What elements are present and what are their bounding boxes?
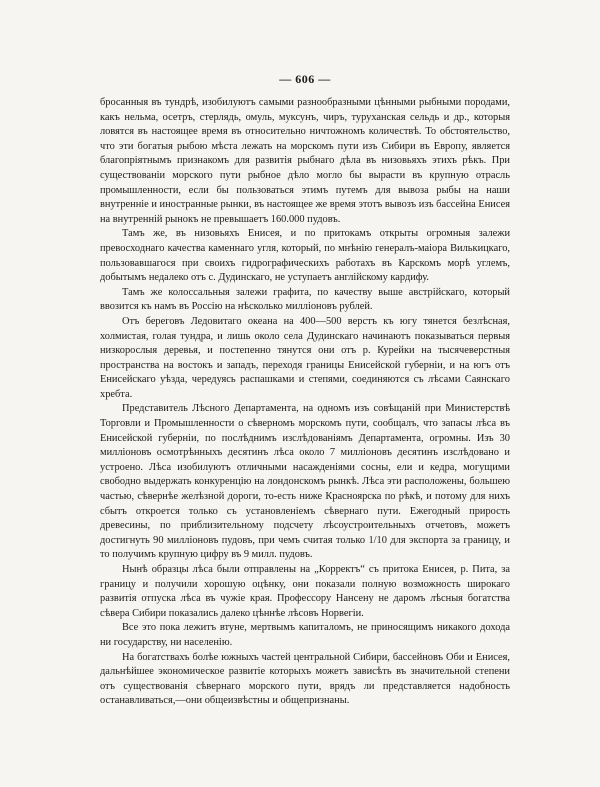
paragraph-graphite: Тамъ же колоссальныя залежи графита, по качеству выше австрійскаго, который ввозится къ намъ въ Россію на нѣсколько милліоновъ рублей. — [100, 286, 510, 313]
page-number: — 606 — — [279, 72, 331, 86]
paragraph-forest-department: Представитель Лѣсного Департамента, на одномъ изъ совѣщаній при Министерствѣ Торговли и Промышленности о сѣверномъ морскомъ пути, сообщалъ, что запасы лѣса въ Енисейской губерніи, по послѣднимъ изслѣдованіямъ Департамента, огромны. Изъ 30 милліоновъ осмотрѣнныхъ десятинъ лѣса около 7 милліоновъ десятинъ изслѣдовано и устроено. Лѣса изобилуютъ отличными насажденіями сосны, ели и кедра, могущими свободно выдержать конкуренцію на лондонскомъ рынкѣ. Лѣса эти расположены, большею частью, сѣвернѣе желѣзной дороги, то-есть ниже Красноярска по рѣкѣ, и потому для нихъ сбытъ откроется только съ установленіемъ сѣвернаго пути. Ежегодный прирость древесины, по приблизительному подсчету лѣсоустроительныхъ отчетовъ, можетъ достигнуть 90 милліоновъ пудовъ, при чемъ считая только 1/10 для экспорта за границу, и то получимъ крупную цифру въ 9 милл. пудовъ. — [100, 403, 510, 561]
paragraph-tundra: Отъ береговъ Ледовитаго океана на 400—500 верстъ къ югу тянется безлѣсная, холмистая, голая тундра, и лишь около села Дудинскаго начинаютъ показываться первыя низкорослыя деревья, и постепенно тянутся они отъ р. Курейки на тысячеверстныя пространства на востокъ и западъ, переходя границы Енисейской губерніи, и на югъ отъ Енисейскаго уѣзда, чередуясь распашками и степями, соединяются съ лѣсами Саянскаго хребта. — [100, 315, 510, 400]
paragraph-coal: Тамъ же, въ низовьяхъ Енисея, и по притокамъ открыты огромныя залежи превосходнаго качества каменнаго угля, который, по мнѣнію генералъ-маіора Вилькицкаго, пользовавшагося при своихъ гидрографическихъ работахъ въ Карскомъ морѣ углемъ, добытымъ недалеко отъ с. Дудинскаго, не уступаетъ англійскому кардифу. — [100, 228, 510, 284]
paragraph-idle-capital: Все это пока лежитъ втуне, мертвымъ капиталомъ, не приносящимъ никакого дохода ни государству, ни населенію. — [100, 622, 510, 648]
paragraph-southern-siberia: На богатствахъ болѣе южныхъ частей центральной Сибири, бассейновъ Оби и Енисея, дальнѣйшее экономическое развитіе которыхъ можетъ зависѣть въ значительной степени отъ существованія сѣвернаго морского пути, врядъ ли представляется надобность останавливаться,—они общеизвѣстны и общепризнаны. — [100, 651, 510, 707]
body-text — [100, 96, 510, 709]
paragraph-timber-samples: Нынѣ образцы лѣса были отправлены на „Корректъ“ съ притока Енисея, р. Пита, за границу и получили хорошую оцѣнку, они показали полную возможность широкаго развитія отпуска лѣса въ чужіе края. Профессору Нансену не даромъ лѣсныя богатства сѣвера Сибири показались далеко цѣннѣе лѣсовъ Норвегіи. — [100, 564, 510, 619]
paragraph-fish: бросанныя въ тундрѣ, изобилуютъ самыми разнообразными цѣнными рыбными породами, какъ нельма, осетръ, стерлядь, омуль, муксунъ, чиръ, туруханская сельдь и др., которыя ловятся въ настоящее время въ относительно ничтожномъ количествѣ. То обстоятельство, что эти богатыя рыбою мѣста лежать на морскомъ пути изъ Сибири въ Европу, является благопріятнымъ признакомъ для развитія рыбнаго дѣла въ низовьяхъ этихъ рѣкъ. При существованіи морского пути рыбное дѣло могло бы вырасти въ крупную отрасль промышленности, если бы пользоваться этимъ путемъ для вывоза рыбы на наши внутренніе и иностранные рынки, въ настоящее же время этотъ вывозъ изъ бассейна Енисея на внутренній рынокъ не превышаетъ 160.000 пудовъ. — [100, 97, 510, 225]
